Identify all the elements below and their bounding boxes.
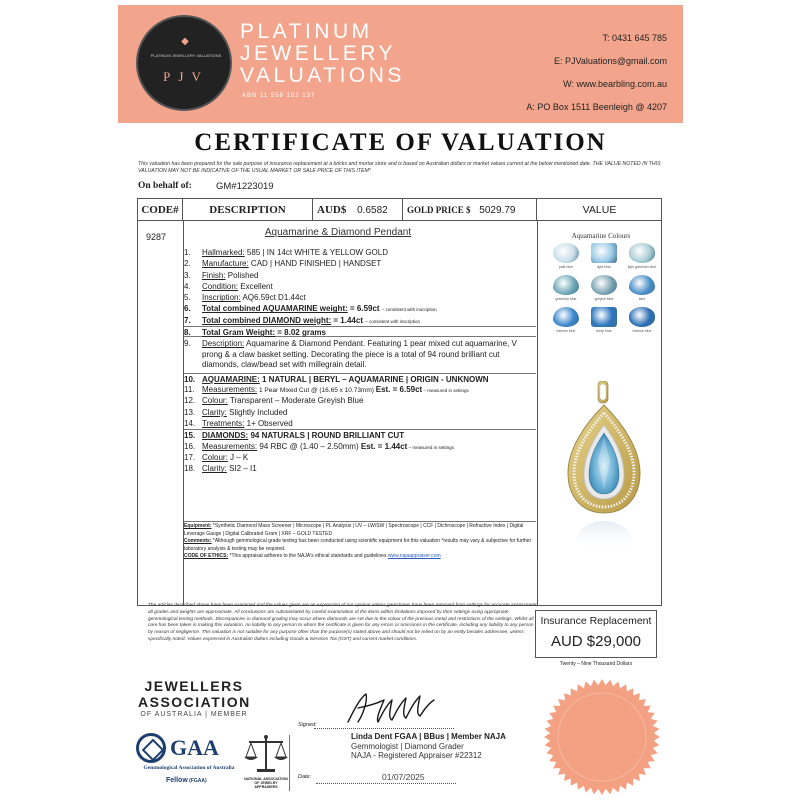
appraiser-details — [351, 732, 506, 761]
logo-initials: PJV — [163, 69, 209, 84]
list-item: 2. Manufacture: CAD | HAND FINISHED | HANDSET — [184, 259, 382, 269]
item-label: AQUAMARINE: — [202, 374, 260, 384]
list-item: 15. DIAMONDS: 94 NATURALS | ROUND BRILLIANT CUT — [184, 429, 536, 440]
list-item: 8. Total Gram Weight: = 8.02 grams — [184, 326, 536, 337]
signed-label: Signed: — [298, 722, 317, 728]
aquamarine-colours-title: Aquamarine Colours — [571, 232, 631, 240]
testing-notes — [184, 521, 536, 561]
gem-swatch-label: blue — [638, 297, 646, 301]
ja-line1: JEWELLERS — [144, 678, 244, 694]
gold-price-value: 5029.79 — [479, 205, 516, 216]
abn-number: ABN 11 558 102 137 — [242, 93, 316, 99]
item-label: Condition: — [202, 281, 239, 291]
list-item: 14. Treatments: 1+ Observed — [184, 419, 293, 429]
equipment-text: *Synthetic Diamond Mass Screener | Microscope | PL Analysis | UV – LW/SW | Spectroscope | CCF | Dichroscope | Refractive Index | Digital Leverage Gauge | Digital Calibrated Gram | XRF – GOLD TESTED — [184, 523, 524, 537]
contact-web[interactable]: W: www.bearbling.com.au — [563, 79, 667, 89]
item-value: = 1.44ct — [331, 315, 366, 325]
gem-swatch — [553, 275, 579, 295]
brand-line: JEWELLERY — [240, 42, 396, 65]
item-code: 9287 — [146, 232, 167, 242]
ethics-note — [184, 553, 536, 561]
item-note: – measured in settings — [407, 444, 454, 450]
comments-label: Comments: — [184, 538, 212, 544]
item-label: Clarity: — [202, 407, 227, 417]
equipment-note — [184, 523, 536, 538]
gem-swatch — [629, 275, 655, 295]
gem-swatch — [629, 243, 655, 263]
list-item: 16. Measurements: 94 RBC @ (1.40 – 2.50mm) Est. = 1.44ct – measured in settings — [184, 441, 454, 451]
on-behalf-label: On behalf of: — [138, 181, 192, 191]
item-label: DIAMONDS: — [202, 431, 249, 441]
header-value: VALUE — [537, 199, 662, 221]
list-item: 6. Total combined AQUAMARINE weight: = 6.59ct – consistent with inscription — [184, 304, 437, 314]
appraiser-role: Gemmologist | Diamond Grader — [351, 741, 464, 751]
signature-image — [340, 688, 440, 728]
item-estimate: Est. = 1.44ct — [360, 441, 408, 451]
column-divider — [537, 221, 538, 606]
certificate-title: CERTIFICATE OF VALUATION — [194, 129, 607, 156]
appraiser-registration: NAJA - Registered Appraiser #22312 — [351, 751, 482, 760]
gem-swatch — [629, 307, 655, 327]
list-item: 18. Clarity: SI2 – I1 — [184, 464, 257, 474]
item-value: 94 RBC @ (1.40 – 2.50mm) — [257, 441, 361, 451]
certificate-page — [118, 5, 683, 795]
item-value: = 8.02 grams — [275, 328, 326, 338]
item-label: Total combined AQUAMARINE weight: — [202, 304, 348, 314]
list-item: 3. Finish: Polished — [184, 270, 259, 280]
comments-text: *Although gemmological grade testing has been conducted using scientific equipment for this valuation *results may vary & subjective for further laboratory analysis & testing may be required. — [184, 538, 532, 552]
ethics-label: CODE OF ETHICS: — [184, 553, 229, 559]
ja-line2: ASSOCIATION — [138, 694, 251, 710]
valuation-table — [137, 198, 662, 606]
item-title: Aquamarine & Diamond Pendant — [264, 227, 412, 238]
item-value: Excellent — [238, 281, 273, 291]
gaa-fellow-label: Fellow — [166, 777, 188, 784]
list-item: 4. Condition: Excellent — [184, 281, 273, 291]
ethics-text: *This appraisal adheres to the NAJA's ethical standards and guidelines — [228, 553, 388, 559]
item-value: AQ6.59ct D1.44ct — [240, 293, 306, 303]
list-item: 13. Clarity: Slightly Included — [184, 407, 288, 417]
seal-shape — [544, 679, 660, 795]
item-note: – measured in settings — [422, 388, 469, 394]
valuation-disclaimer: This valuation has been prepared for the sale purpose of insurance replacement at a bricks and mortar store and is based on Australian dollars or market values current at the below mentioned date. THE VALUE NOTED IN THIS VALUATION MAY NOT BE INDICATIVE OF THE USUAL MARKET OR SALE PRICE OF THIS ITEM* — [138, 161, 661, 174]
pendant-image — [562, 381, 646, 551]
item-value: SI2 – I1 — [226, 464, 257, 474]
item-note: – consistent with inscription — [365, 318, 420, 324]
header-gold-price — [403, 199, 537, 221]
comments-note — [184, 538, 536, 553]
gaa-emblem-icon — [136, 733, 166, 763]
item-value: Transparent – Moderate Greyish Blue — [227, 396, 364, 406]
item-value: Slightly Included — [226, 407, 288, 417]
item-label: Description: — [202, 339, 245, 349]
item-label: Colour: — [202, 396, 228, 406]
item-value: = 6.59ct — [347, 304, 382, 314]
item-label: Measurements: — [202, 385, 258, 395]
contact-phone: T: 0431 645 785 — [602, 33, 667, 43]
gaa-fellow-abbr: (FGAA) — [187, 778, 207, 784]
item-label: Treatments: — [202, 419, 245, 429]
item-value: 94 NATURALS | ROUND BRILLIANT CUT — [248, 431, 405, 441]
brand-name — [240, 21, 405, 87]
list-item: 1. Hallmarked: 585 | IN 14ct WHITE & YELLOW GOLD — [184, 248, 388, 257]
naja-text: NATIONAL ASSOCIATION OF JEWELRY APPRAISERS — [244, 777, 288, 790]
insurance-title: Insurance Replacement — [540, 615, 652, 627]
header-code: CODE# — [138, 199, 183, 221]
list-item: 5. Inscription: AQ6.59ct D1.44ct — [184, 293, 306, 303]
item-value: Aquamarine & Diamond Pendant. Featuring 1 pear mixed cut aquamarine, V prong & a claw basket setting. Decorating the piece is a total of 94 round brilliant cut diamonds, claw/bead set with millegrain detail. — [202, 339, 517, 370]
gold-price-label: GOLD PRICE $ — [407, 205, 471, 215]
aud-value: 0.6582 — [357, 205, 388, 216]
item-value: J – K — [227, 452, 249, 462]
list-item: 10. AQUAMARINE: 1 NATURAL | BERYL – AQUAMARINE | ORIGIN - UNKNOWN — [184, 373, 536, 384]
valuation-date: 01/07/2025 — [382, 772, 425, 782]
item-note: – consistent with inscription — [381, 307, 437, 313]
list-item: 9. Description: Aquamarine & Diamond Pendant. Featuring 1 pear mixed cut aquamarine, V prong & a claw basket setting. Decorating the piece is a total of 94 round brilliant cut diamonds, claw/bead set with millegrain detail. — [184, 339, 517, 370]
list-item: 11. Measurements: 1 Pear Mixed Cut @ (16.65 x 10.73mm) Est. = 6.59ct – measured in settings — [184, 385, 469, 395]
item-details-list — [184, 247, 536, 475]
item-value: 1 Pear Mixed Cut @ (16.65 x 10.73mm) — [257, 387, 376, 395]
gem-swatch-label: deep blue — [596, 329, 612, 333]
list-item: 7. Total combined DIAMOND weight: = 1.44ct – consistent with inscription — [184, 315, 420, 325]
item-label: Total Gram Weight: — [202, 328, 276, 338]
item-label: Manufacture: — [202, 259, 249, 269]
gaa-fellow — [166, 777, 246, 784]
item-value: Polished — [225, 270, 259, 280]
footer-divider — [289, 735, 290, 791]
on-behalf-value: GM#1223019 — [216, 181, 274, 192]
item-value: CAD | HAND FINISHED | HANDSET — [248, 259, 382, 269]
gaa-subtitle: Gemmological Association of Australia — [143, 765, 235, 771]
gem-swatch-label: light blue — [596, 265, 611, 269]
gem-swatch-label: light greenish blue — [627, 265, 657, 269]
item-label: Colour: — [202, 452, 228, 462]
equipment-label: Equipment: — [184, 523, 212, 529]
item-label: Hallmarked: — [202, 248, 245, 257]
appraiser-name: Linda Dent FGAA | BBus | Member NAJA — [351, 732, 506, 741]
gem-swatch-label: greyish blue — [594, 297, 614, 301]
item-label: Measurements: — [202, 441, 258, 451]
gem-swatch-label: intense blue — [632, 329, 652, 333]
brand-line: VALUATIONS — [240, 64, 405, 87]
gaa-text: GAA — [170, 735, 219, 760]
diamond-icon: ◆ — [181, 36, 189, 47]
contact-address: A: PO Box 1511 Beenleigh @ 4207 — [526, 102, 667, 112]
signature-line — [314, 728, 454, 729]
header-banner — [118, 5, 683, 123]
logo-ring-text: PLATINUM JEWELLERY VALUATIONS — [150, 53, 222, 58]
item-label: Total combined DIAMOND weight: — [202, 315, 332, 325]
gem-swatch — [591, 275, 617, 295]
item-estimate: Est. = 6.59ct — [375, 385, 423, 395]
item-label: Inscription: — [202, 293, 241, 303]
item-label: Finish: — [202, 270, 226, 280]
gem-swatch — [553, 243, 579, 263]
valuation-fine-print: The articles described above have been examined and the values given are an expression of our opinion unless gemstones have been removed from settings for accurate assessment, all grades and weights are approximate. All conclusions are substantiated by careful examination of the items within limitations imposed by their settings using appropriate gemmological testing methods. Discrepancies in diamond grading may occur where diamonds are set due to the colour of the precious metal and restrictions of the settings. Whilst all care has been taken in making this valuation, no liability to any person to whom the certificate is given for any errors or omissions in the certificate, including any liability to any person by reason of negligence. This valuation is not suitable for any purpose other than the purpose(s) stated above and should not be relied on by an entity besides addressee, unless specifically noted. Values expressed in Australian dollars including Goods & Services Tax (GST) and current market conditions. — [148, 603, 538, 642]
list-item: 12. Colour: Transparent – Moderate Greyish Blue — [184, 396, 364, 406]
header-description: DESCRIPTION — [183, 199, 313, 221]
gem-swatch-label: intense blue — [556, 329, 576, 333]
item-label: Clarity: — [202, 464, 227, 474]
contact-email[interactable]: E: PJValuations@gmail.com — [553, 56, 667, 66]
gem-swatch — [591, 243, 617, 263]
scales-icon — [243, 733, 289, 775]
insurance-value: AUD $29,000 — [550, 633, 642, 650]
contact-details — [526, 27, 667, 119]
gem-swatch — [591, 307, 617, 327]
gem-swatch-label: pale blue — [558, 265, 574, 269]
embossed-seal — [543, 678, 661, 796]
ja-line3: OF AUSTRALIA | MEMBER — [140, 711, 248, 718]
list-item: 17. Colour: J – K — [184, 452, 249, 462]
jewellers-association-logo — [138, 678, 250, 718]
insurance-replacement-box — [535, 610, 657, 658]
ethics-link[interactable]: www.najaappraiser.com — [387, 553, 441, 559]
insurance-value-words: Twenty – Nine Thousand Dollars — [559, 661, 633, 667]
date-line — [316, 783, 456, 784]
gem-swatch — [553, 307, 579, 327]
item-value: 1 NATURAL | BERYL – AQUAMARINE | ORIGIN - UNKNOWN — [259, 374, 489, 384]
item-value: 585 | IN 14ct WHITE & YELLOW GOLD — [244, 248, 388, 257]
naja-logo — [243, 733, 289, 791]
header-aud — [313, 199, 403, 221]
date-label: Date: — [298, 774, 312, 780]
gem-swatch-label: greenish blue — [555, 297, 577, 301]
aud-label: AUD$ — [317, 204, 347, 216]
brand-line: PLATINUM — [240, 20, 373, 43]
item-value: 1+ Observed — [244, 419, 293, 429]
pjv-logo — [136, 15, 232, 111]
